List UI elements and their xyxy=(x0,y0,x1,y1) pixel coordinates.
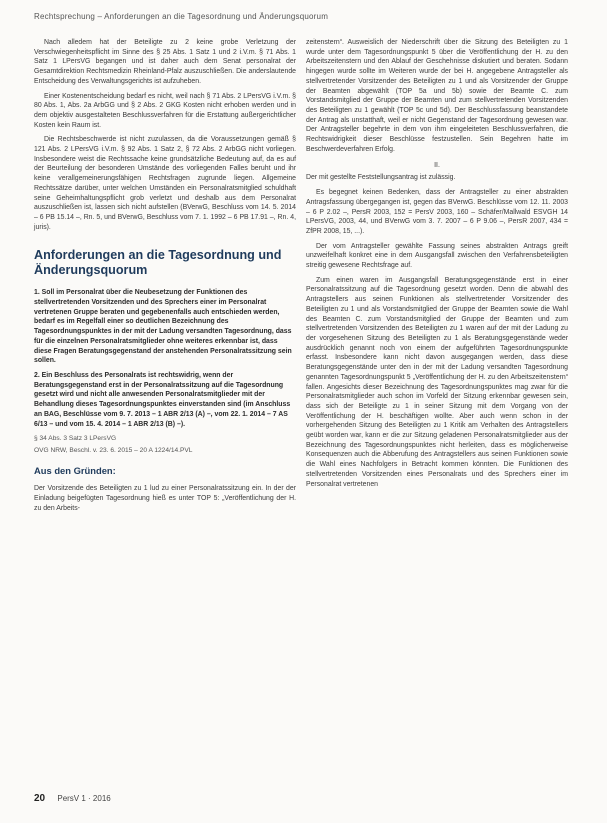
body-paragraph: Nach alledem hat der Beteiligte zu 2 keine grobe Verletzung der Verschwiegenheitspflicht im Sinne des § 25 Abs. 1 Satz 1 und 2 i.V.m. § 71 Abs. 1 Satz 1 LPersVG begangen und ist daher auch dem Senat personalrat der Gesamtdirektion Rechtsmedizin Rheinland-Pfalz auszuschließen. Die anderslautende Entscheidung des Verwaltungsgerichts ist aufzuheben. xyxy=(34,39,296,85)
reasons-heading: Aus den Gründen: xyxy=(34,465,116,477)
body-paragraph: Die Rechtsbeschwerde ist nicht zuzulassen, da die Voraussetzungen gemäß § 121 Abs. 2 LPersVG i.V.m. § 92 Abs. 1 Satz 2, § 72 Abs. 2 ArbGG nicht vorliegen. Insbesondere weist die Rechtssache keine grundsätzliche Bedeutung auf, da es auf der Beurteilung der besonderen Umstände des vorliegenden Falles beruht und ihr keine verallgemeinerungsfähigen Rechtsfragen zugrunde liegen. Allgemeine Rechtssätze darüber, unter welchen Umständen ein Personalratsmitglied schuldhaft seine Geheimhaltungspflicht grob verletzt und deshalb aus dem Personalrat auszuschließen ist, lassen sich nicht aufstellen (BVerwG, Beschluss vom 14. 5. 2014 – 6 PB 15.14 –, Rn. 5, und BVerwG, Beschluss vom 7. 1. 1992 – 6 PB 17.91 –, Rn. 4, juris). xyxy=(34,136,296,231)
body-paragraph: Der mit gestellte Feststellungsantrag ist zulässig. xyxy=(306,174,456,182)
body-paragraph: Es begegnet keinen Bedenken, dass der Antragsteller zu einer abstrakten Antragsfassung übergegangen ist, gegen das BVerwG. Beschlüsse vom 12. 11. 2003 – 6 P 2.02 –, PersR 2003, 152 = PersV 2003, 160 – Schäfer/Mallwald ESVGH 14 LPersVG, 2003, 44, und BVerwG vom 3. 7. 2007 – 6 P 9.06 –, PersR 2007, 434 = ZfPR 2008, 15, ...). xyxy=(306,189,568,235)
journal-issue: PersV 1 · 2016 xyxy=(57,794,111,803)
section-title: Anforderungen an die Tagesordnung und Änderungsquorum xyxy=(34,248,282,278)
section-numeral: II. xyxy=(434,162,440,170)
page-footer xyxy=(34,793,111,804)
body-paragraph: Zum einen waren im Ausgangsfall Beratungsgegenstände erst in einer Personalratssitzung auf die Tagesordnung gesetzt worden. Denn die abwahl des Antragstellers aus seinen Funktionen als stellvertretender Vorsitzender des Beteiligten zu 1 und als Vorstandsmitglied der Gruppe der Beamten sowie die Wahl des Beamten C. zum Vorstandsmitglied der Gruppe der Beamten und zum stellvertretenden Vorsitzenden des Beteiligten zu 1 waren auf der mit der Ladung zu der vorgesehenen Sitzung des Beteiligten zu 1 als Beratungsgegenstände weder ausdrücklich genannt noch von einem der aufgeführten Tagesordnungspunkte erfasst. Insbesondere kann nicht davon ausgegangen werden, dass diese Beratungsgegenstände unter den in der mit der Ladung versandten Tagesordnung genannten Tagesordnungspunkt 5 „Veröffentlichung der H. zu den Arbeitszeitenstern“ fallen. Angesichts dieser Bezeichnung des Tagesordnungspunktes mag zwar für die Personalratsmitglieder auch schon im Vorfeld der Sitzung erkennbar gewesen sein, dass sich der Beteiligte zu 1 in seiner Sitzung mit dem Vorgang von der Veröffentlichung der H. beschäftigen wollte. Aber auch wenn schon in der vorhergehenden Sitzung des Beteiligten zu 1 Kritik am Verhalten des Antragstellers geübt worden war, kann er die zur Sitzung geladenen Personalratsmitglieder aus der Bezeichnung des Tagesordnungspunktes nicht herleiten, dass es möglicherweise Konsequenzen auch die Abberufung des Antragstellers aus seinen Funktionen sowie die Wahl eines Nachfolgers in Betracht kommen könnten. Die Funktionen des stellvertretenden Vorsitzenden eines Personalrats und des Sprechers einer im Personalrat vertretenen xyxy=(306,276,568,488)
body-paragraph: Der vom Antragsteller gewählte Fassung seines abstrakten Antrags greift unzweifelhaft konkret eine in dem Ausgangsfall zwischen den Verfahrensbeteiligten streitig gewesene Rechtsfrage auf. xyxy=(306,242,568,270)
body-paragraph: Der Vorsitzende des Beteiligten zu 1 lud zu einer Personalratssitzung ein. In der der Einladung beigefügten Tagesordnung hieß es unter TOP 5: „Veröffentlichung der H. zu den Arbeits- xyxy=(34,485,296,512)
page-number: 20 xyxy=(34,793,46,804)
body-paragraph: Einer Kostenentscheidung bedarf es nicht, weil nach § 71 Abs. 2 LPersVG i.V.m. § 80 Abs. 1, Abs. 2a ArbGG und § 2 Abs. 2 GKG Kosten nicht erhoben werden und in dem objektiv ausgestalteten Beschlussverfahren für die Erstattung außergerichtlicher Kosten kein Raum ist. xyxy=(34,92,296,129)
headnote: 2. Ein Beschluss des Personalrats ist rechtswidrig, wenn der Beratungsgegenstand erst in der Personalratssitzung auf die Tagesordnung gesetzt wird und nicht alle anwesenden Personalratsmitglieder mit der Behandlung dieses Tagesordnungspunktes einverstanden sind (im Anschluss an BAG, Beschlüsse vom 9. 7. 2013 – 1 ABR 2/13 (A) –, vom 22. 1. 2014 – 7 AS 6/13 – und vom 15. 4. 2014 – 1 ABR 2/13 (B) –). xyxy=(34,371,291,428)
headnote: 1. Soll im Personalrat über die Neubesetzung der Funktionen des stellvertretenden Vorsitzenden und des Sprechers einer im Personalrat vertretenen Gruppe beraten und gegebenenfalls auch entschieden werden, bedarf es im Regelfall einer so deutlichen Bezeichnung des Tagesordnungspunktes in der mit der Ladung versandten Tagesordnung, dass für die einzelnen Personalratsmitglieder ohne weiteres erkennbar ist, dass diese Fragen Beratungsgegenstand der anstehenden Personalratssitzung sein sollen. xyxy=(34,289,292,365)
body-paragraph: zeitenstern“. Ausweislich der Niederschrift über die Sitzung des Beteiligten zu 1 wurde unter dem Tagesordnungspunkt 5 über die Veröffentlichung der H. zu den Arbeitszeitenstern und den Ablauf der Geschehnisse diskutiert und beraten. Sodann hingegen wurde sollte im Weiteren wurde der bei H. angegebene Antragsteller als stellvertretender Vorsitzender des Beteiligten zu 1 und als Vorsitzender der Gruppe der Beamten abgewählt (TOP 5a und 5b) sowie der Beamte C. zum Vorstandsmitglied der Gruppe der Beamten und zum stellvertretenden Vorsitzenden des Beteiligten zu 1 gewählt (TOP 5c und 5d). Der Beschlussfassung beanstandete der Antrag als unstatthaft, weil er nicht Gegenstand der Tagesordnung gewesen war. Der Antragsteller begehrte in dem von ihm eingeleiteten Beschlussverfahren, die Rechtswidrigkeit dieser Beschlüsse festzustellen. Sein Begehren hatte im Beschwerdeverfahren Erfolg. xyxy=(306,39,568,153)
left-column xyxy=(34,38,296,518)
court-citation: OVG NRW, Beschl. v. 23. 6. 2015 – 20 A 1224/14.PVL xyxy=(34,447,193,455)
statute-reference: § 34 Abs. 3 Satz 3 LPersVG xyxy=(34,435,117,443)
right-column xyxy=(306,38,568,494)
running-head: Rechtsprechung – Anforderungen an die Tagesordnung und Änderungsquorum xyxy=(34,12,329,21)
